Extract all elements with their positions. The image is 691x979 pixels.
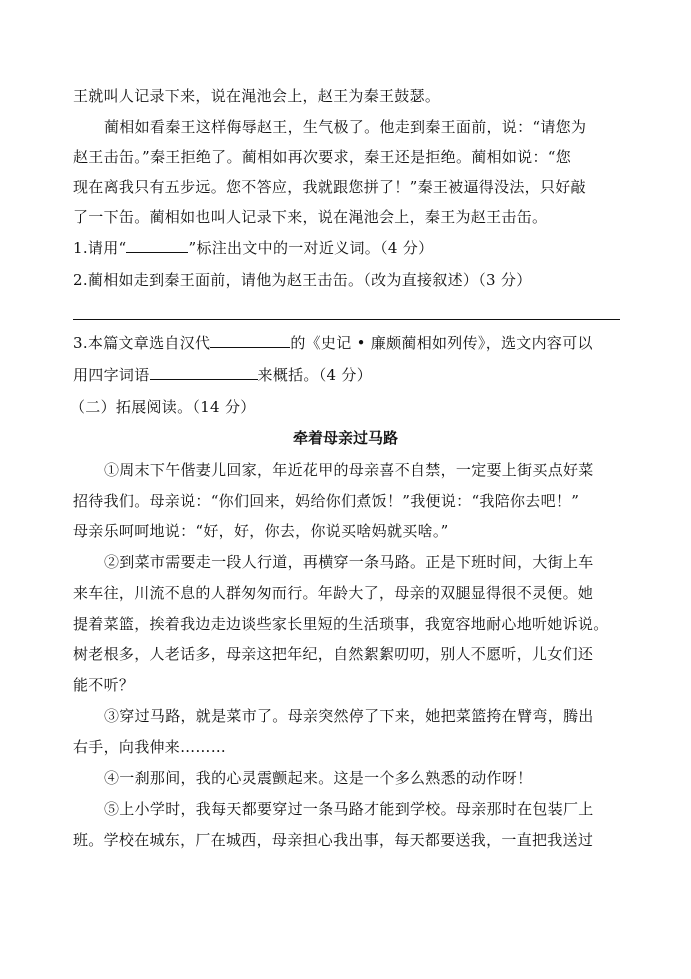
paragraph-line: 招待我们。母亲说：“你们回来，妈给你们煮饭！”我便说：“我陪你去吧！”	[73, 492, 580, 510]
passage-line: 蔺相如看秦王这样侮辱赵王，生气极了。他走到秦王面前，说：“请您为	[104, 118, 587, 136]
answer-line[interactable]	[73, 319, 620, 320]
paragraph-line: 右手，向我伸来………	[73, 738, 227, 756]
question-3-part-b: 的《史记 • 廉颇蔺相如列传》，选文内容可以	[290, 334, 593, 352]
answer-blank[interactable]	[150, 365, 258, 380]
article-title: 牵着母亲过马路	[292, 429, 398, 447]
paragraph-line: 班。学校在城东，厂在城西，母亲担心我出事，每天都要送我，一直把我送过	[73, 831, 594, 849]
paragraph-line: ②到菜市需要走一段人行道，再横穿一条马路。正是下班时间，大街上车	[104, 553, 594, 571]
question-3-cont	[73, 365, 372, 385]
question-3-part-a: 3.本篇文章选自汉代	[73, 334, 211, 352]
answer-blank[interactable]	[210, 333, 290, 348]
answer-blank[interactable]	[126, 238, 188, 253]
question-3	[73, 333, 593, 353]
paragraph-line: ①周末下午偕妻儿回家，年近花甲的母亲喜不自禁，一定要上街买点好菜	[104, 461, 594, 479]
question-3-part-c: 用四字词语	[73, 366, 150, 384]
question-1-prefix: 1.请用“	[73, 239, 127, 257]
paragraph-line: 提着菜篮，挨着我边走边谈些家长里短的生活琐事，我宽容地耐心地听她诉说。	[73, 615, 609, 633]
question-3-part-d: 来概括。（4 分）	[257, 366, 373, 384]
section-heading: （二）拓展阅读。（14 分）	[70, 398, 256, 416]
paragraph-line: 能不听？	[73, 676, 135, 694]
passage-line: 了一下缶。蔺相如也叫人记录下来，说在渑池会上，秦王为赵王击缶。	[73, 208, 548, 226]
paragraph-line: 来车往，川流不息的人群匆匆而行。年龄大了，母亲的双腿显得很不灵便。她	[73, 584, 594, 602]
passage-line: 现在离我只有五步远。您不答应，我就跟您拼了！”秦王被逼得没法，只好敲	[73, 178, 586, 196]
question-1	[73, 238, 433, 258]
paragraph-line: 树老根多，人老话多，母亲这把年纪，自然絮絮叨叨，别人不愿听，儿女们还	[73, 645, 594, 663]
paragraph-line: 母亲乐呵呵地说：“好，好，你去，你说买啥妈就买啥。”	[73, 522, 449, 540]
paragraph-line: ③穿过马路，就是菜市了。母亲突然停了下来，她把菜篮挎在臂弯，腾出	[104, 707, 594, 725]
question-2: 2.蔺相如走到秦王面前，请他为赵王击缶。（改为直接叙述）（3 分）	[73, 271, 532, 289]
paragraph-line: ⑤上小学时，我每天都要穿过一条马路才能到学校。母亲那时在包装厂上	[104, 800, 594, 818]
passage-line: 赵王击缶。”秦王拒绝了。蔺相如再次要求，秦王还是拒绝。蔺相如说：“您	[73, 148, 572, 166]
question-1-suffix: ”标注出文中的一对近义词。（4 分）	[188, 239, 434, 257]
passage-line: 王就叫人记录下来，说在渑池会上，赵王为秦王鼓瑟。	[73, 87, 441, 105]
paragraph-line: ④一刹那间，我的心灵震颤起来。这是一个多么熟悉的动作呀！	[104, 769, 533, 787]
